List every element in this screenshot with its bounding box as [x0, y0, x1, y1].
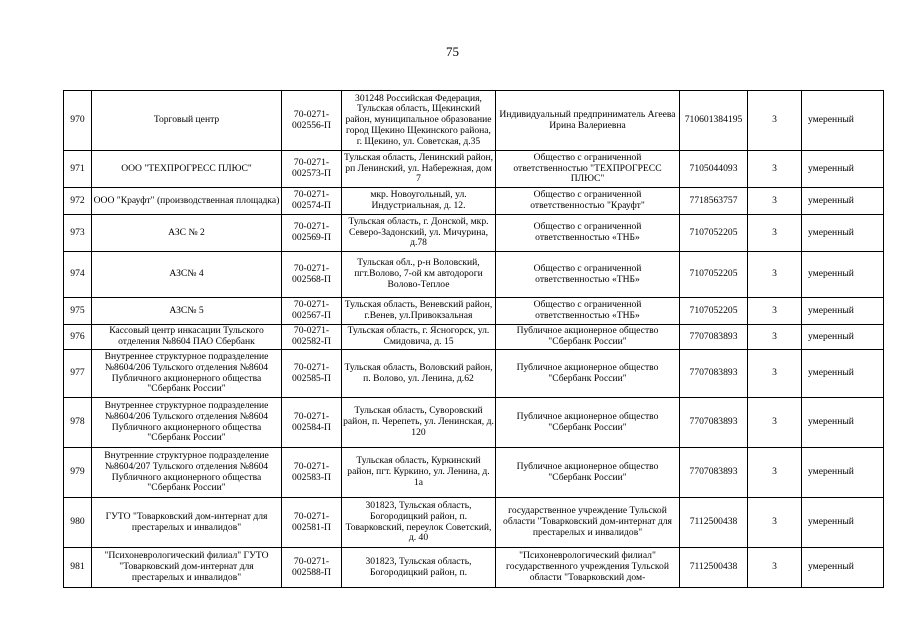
risk-level: умеренный: [802, 298, 884, 325]
row-number: 977: [64, 350, 92, 398]
object-name: АЗС № 2: [92, 215, 282, 252]
row-number: 970: [64, 91, 92, 151]
table-row: [64, 448, 884, 498]
object-category: 3: [748, 215, 802, 252]
operator-inn: 7107052205: [680, 298, 748, 325]
operator-name: Общество с ограниченной ответственностью «ТНБ»: [496, 215, 680, 252]
risk-level: умеренный: [802, 398, 884, 448]
operator-inn: 7105044093: [680, 151, 748, 188]
operator-inn: 7112500438: [680, 498, 748, 548]
object-category: 3: [748, 91, 802, 151]
page-number: 75: [446, 44, 459, 59]
table-row: [64, 188, 884, 215]
object-code: 70-0271-002585-П: [282, 350, 342, 398]
object-code: 70-0271-002583-П: [282, 448, 342, 498]
row-number: 976: [64, 325, 92, 350]
operator-inn: 7718563757: [680, 188, 748, 215]
row-number: 975: [64, 298, 92, 325]
object-address: Тульская область, г. Ясногорск, ул. Смидовича, д. 15: [342, 325, 496, 350]
operator-inn: 7707083893: [680, 325, 748, 350]
object-address: Тульская область, Ленинский район, рп Ленинский, ул. Набережная, дом 7: [342, 151, 496, 188]
table-row: [64, 298, 884, 325]
risk-level: умеренный: [802, 151, 884, 188]
object-name: АЗС№ 5: [92, 298, 282, 325]
object-name: АЗС№ 4: [92, 252, 282, 298]
object-name: "Психоневрологический филиал" ГУТО "Товарковский дом-интернат для престарелых и инвалидов": [92, 548, 282, 588]
operator-name: Общество с ограниченной ответственностью «ТНБ»: [496, 298, 680, 325]
row-number: 979: [64, 448, 92, 498]
object-code: 70-0271-002582-П: [282, 325, 342, 350]
object-category: 3: [748, 398, 802, 448]
risk-level: умеренный: [802, 188, 884, 215]
risk-level: умеренный: [802, 252, 884, 298]
operator-name: "Психоневрологический филиал" государственного учреждения Тульской области "Товарковский дом-: [496, 548, 680, 588]
object-address: 301248 Российская Федерация, Тульская область, Щекинский район, муниципальное образование город Щекино Щекинского района, г. Щекино, ул. Советская, д.35: [342, 91, 496, 151]
operator-name: Публичное акционерное общество "Сбербанк России": [496, 398, 680, 448]
operator-name: Индивидуальный предприниматель Агеева Ирина Валериевна: [496, 91, 680, 151]
operator-inn: 7107052205: [680, 215, 748, 252]
object-category: 3: [748, 151, 802, 188]
operator-name: государственное учреждение Тульской области "Товарковский дом-интернат для престарелых и инвалидов": [496, 498, 680, 548]
operator-name: Публичное акционерное общество "Сбербанк России": [496, 350, 680, 398]
risk-level: умеренный: [802, 215, 884, 252]
object-name: Внутреннее структурное подразделение №8604/206 Тульского отделения №8604 Публичного акционерного общества "Сбербанк России": [92, 350, 282, 398]
operator-inn: 7107052205: [680, 252, 748, 298]
row-number: 981: [64, 548, 92, 588]
operator-name: Общество с ограниченной ответственностью «ТНБ»: [496, 252, 680, 298]
table-row: [64, 151, 884, 188]
object-category: 3: [748, 498, 802, 548]
operator-inn: 7112500438: [680, 548, 748, 588]
operator-name: Публичное акционерное общество "Сбербанк России": [496, 448, 680, 498]
row-number: 978: [64, 398, 92, 448]
object-address: Тульская обл., р-н Воловский, пгт.Волово, 7-ой км автодороги Волово-Теплое: [342, 252, 496, 298]
object-category: 3: [748, 325, 802, 350]
object-name: ООО "ТЕХПРОГРЕСС ПЛЮС": [92, 151, 282, 188]
operator-name: Публичное акционерное общество "Сбербанк России": [496, 325, 680, 350]
table-row: [64, 91, 884, 151]
object-code: 70-0271-002574-П: [282, 188, 342, 215]
table-row: [64, 548, 884, 588]
table-row: [64, 498, 884, 548]
object-address: Тульская область, Веневский район, г.Венев, ул.Привокзальная: [342, 298, 496, 325]
object-name: Внутреннее структурное подразделение №8604/206 Тульского отделения №8604 Публичного акционерного общества "Сбербанк России": [92, 398, 282, 448]
object-code: 70-0271-002588-П: [282, 548, 342, 588]
object-category: 3: [748, 298, 802, 325]
operator-inn: 710601384195: [680, 91, 748, 151]
object-address: 301823, Тульская область, Богородицкий район, п.: [342, 548, 496, 588]
registry-table: [63, 90, 884, 588]
table-row: [64, 325, 884, 350]
row-number: 971: [64, 151, 92, 188]
object-category: 3: [748, 350, 802, 398]
table-row: [64, 215, 884, 252]
operator-name: Общество с ограниченной ответственностью "Крауфт": [496, 188, 680, 215]
object-name: ГУТО "Товарковский дом-интернат для престарелых и инвалидов": [92, 498, 282, 548]
object-name: Кассовый центр инкасации Тульского отделения №8604 ПАО Сбербанк: [92, 325, 282, 350]
table-row: [64, 252, 884, 298]
object-address: Тульская область, Куркинский район, пгт. Куркино, ул. Ленина, д. 1а: [342, 448, 496, 498]
object-category: 3: [748, 448, 802, 498]
object-category: 3: [748, 548, 802, 588]
operator-inn: 7707083893: [680, 398, 748, 448]
object-code: 70-0271-002581-П: [282, 498, 342, 548]
object-address: Тульская область, Воловский район, п. Волово, ул. Ленина, д.62: [342, 350, 496, 398]
risk-level: умеренный: [802, 325, 884, 350]
object-address: 301823, Тульская область, Богородицкий район, п. Товарковский, переулок Советский, д. 40: [342, 498, 496, 548]
object-address: мкр. Новоугольный, ул. Индустриальная, д. 12.: [342, 188, 496, 215]
risk-level: умеренный: [802, 548, 884, 588]
object-code: 70-0271-002584-П: [282, 398, 342, 448]
risk-level: умеренный: [802, 498, 884, 548]
object-category: 3: [748, 252, 802, 298]
object-code: 70-0271-002567-П: [282, 298, 342, 325]
object-code: 70-0271-002568-П: [282, 252, 342, 298]
object-code: 70-0271-002569-П: [282, 215, 342, 252]
row-number: 972: [64, 188, 92, 215]
object-code: 70-0271-002573-П: [282, 151, 342, 188]
object-name: ООО "Крауфт" (производственная площадка): [92, 188, 282, 215]
object-address: Тульская область, г. Донской, мкр. Северо-Задонский, ул. Мичурина, д.78: [342, 215, 496, 252]
row-number: 974: [64, 252, 92, 298]
operator-inn: 7707083893: [680, 350, 748, 398]
operator-inn: 7707083893: [680, 448, 748, 498]
table-row: [64, 398, 884, 448]
object-category: 3: [748, 188, 802, 215]
object-code: 70-0271-002556-П: [282, 91, 342, 151]
risk-level: умеренный: [802, 448, 884, 498]
table-row: [64, 350, 884, 398]
risk-level: умеренный: [802, 91, 884, 151]
object-address: Тульская область, Суворовский район, п. Черепеть, ул. Ленинская, д. 120: [342, 398, 496, 448]
object-name: Торговый центр: [92, 91, 282, 151]
operator-name: Общество с ограниченной ответственностью "ТЕХПРОГРЕСС ПЛЮС": [496, 151, 680, 188]
row-number: 980: [64, 498, 92, 548]
row-number: 973: [64, 215, 92, 252]
object-name: Внутренние структурное подразделение №8604/207 Тульского отделения №8604 Публичного акционерного общества "Сбербанк России": [92, 448, 282, 498]
risk-level: умеренный: [802, 350, 884, 398]
